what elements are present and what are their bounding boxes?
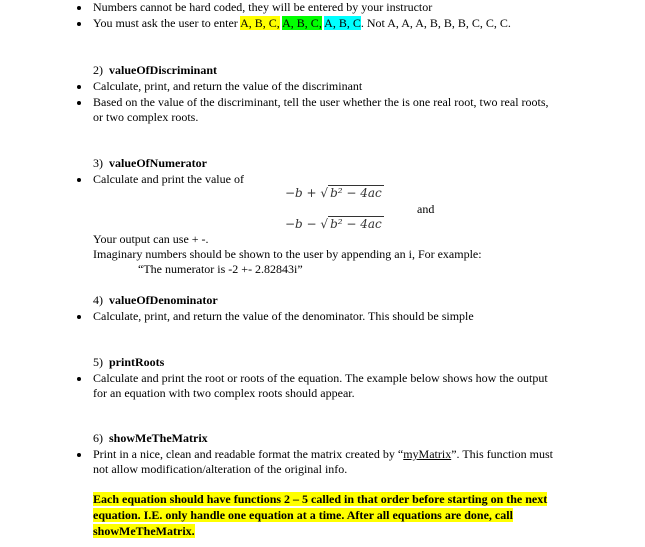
sqrt-radicand: b² − 4ac — [330, 217, 382, 231]
section-number: 3) — [93, 156, 103, 170]
numerator-formula-minus: −b − √ b² − 4ac — [285, 217, 382, 231]
section-heading — [93, 355, 164, 370]
section-number: 2) — [93, 63, 103, 77]
text-line: Your output can use + -. — [93, 232, 209, 246]
highlight-cyan: A, B, C — [324, 16, 361, 30]
text-line: for an equation with two complex roots should appear. — [93, 386, 355, 400]
bullet — [77, 178, 81, 182]
text-segment: . Not A, A, A, B, B, B, C, C, C. — [360, 16, 511, 30]
section-heading — [93, 156, 207, 171]
bullet — [77, 315, 81, 319]
section-number: 4) — [93, 293, 103, 307]
bullet — [77, 453, 81, 457]
section-heading — [93, 293, 218, 308]
text-segment: You must ask the user to enter — [93, 16, 241, 30]
note-line: showMeTheMatrix. — [93, 524, 195, 538]
section-number: 6) — [93, 431, 103, 445]
numerator-formula-plus: −b + √ b² − 4ac — [285, 186, 382, 200]
bullet — [77, 22, 81, 26]
bullet — [77, 85, 81, 89]
function-name: showMeTheMatrix — [109, 431, 208, 445]
mymatrix-link[interactable]: myMatrix — [403, 447, 452, 461]
bullet — [77, 101, 81, 105]
text-line: Calculate and print the value of — [93, 172, 244, 186]
text-line: or two complex roots. — [93, 110, 199, 124]
and-label: and — [417, 202, 435, 216]
note-line: Each equation should have functions 2 – 5 called in that order before starting on the next — [93, 492, 548, 506]
bullet — [77, 6, 81, 10]
text-line: Calculate, print, and return the value of the discriminant — [93, 79, 363, 93]
bullet — [77, 377, 81, 381]
sqrt-radicand: b² − 4ac — [330, 186, 382, 200]
function-name: valueOfNumerator — [109, 156, 207, 170]
highlighted-note — [93, 491, 603, 539]
section-heading — [93, 63, 217, 78]
text-line: Based on the value of the discriminant, tell the user whether the is one real root, two real roots, — [93, 95, 549, 109]
text-line — [93, 16, 511, 31]
function-name: valueOfDenominator — [109, 293, 218, 307]
text-line: Imaginary numbers should be shown to the user by appending an i, For example: — [93, 247, 482, 261]
highlight-green: A, B, C, — [282, 16, 322, 30]
text-line: Calculate, print, and return the value of the denominator. This should be simple — [93, 309, 474, 323]
text-line: Numbers cannot be hard coded, they will be entered by your instructor — [93, 0, 433, 14]
section-heading — [93, 431, 208, 446]
highlight-yellow: A, B, C, — [240, 16, 280, 30]
text-line: not allow modification/alteration of the original info. — [93, 462, 348, 476]
text-line: Print in a nice, clean and readable format the matrix created by “myMatrix”. This function must — [93, 447, 553, 461]
text-line: Calculate and print the root or roots of the equation. The example below shows how the output — [93, 371, 548, 385]
note-line: equation. I.E. only handle one equation at a time. After all equations are done, call — [93, 508, 513, 522]
section-number: 5) — [93, 355, 103, 369]
function-name: printRoots — [109, 355, 165, 369]
example-quote: “The numerator is -2 +- 2.82843i” — [138, 262, 303, 276]
function-name: valueOfDiscriminant — [109, 63, 217, 77]
